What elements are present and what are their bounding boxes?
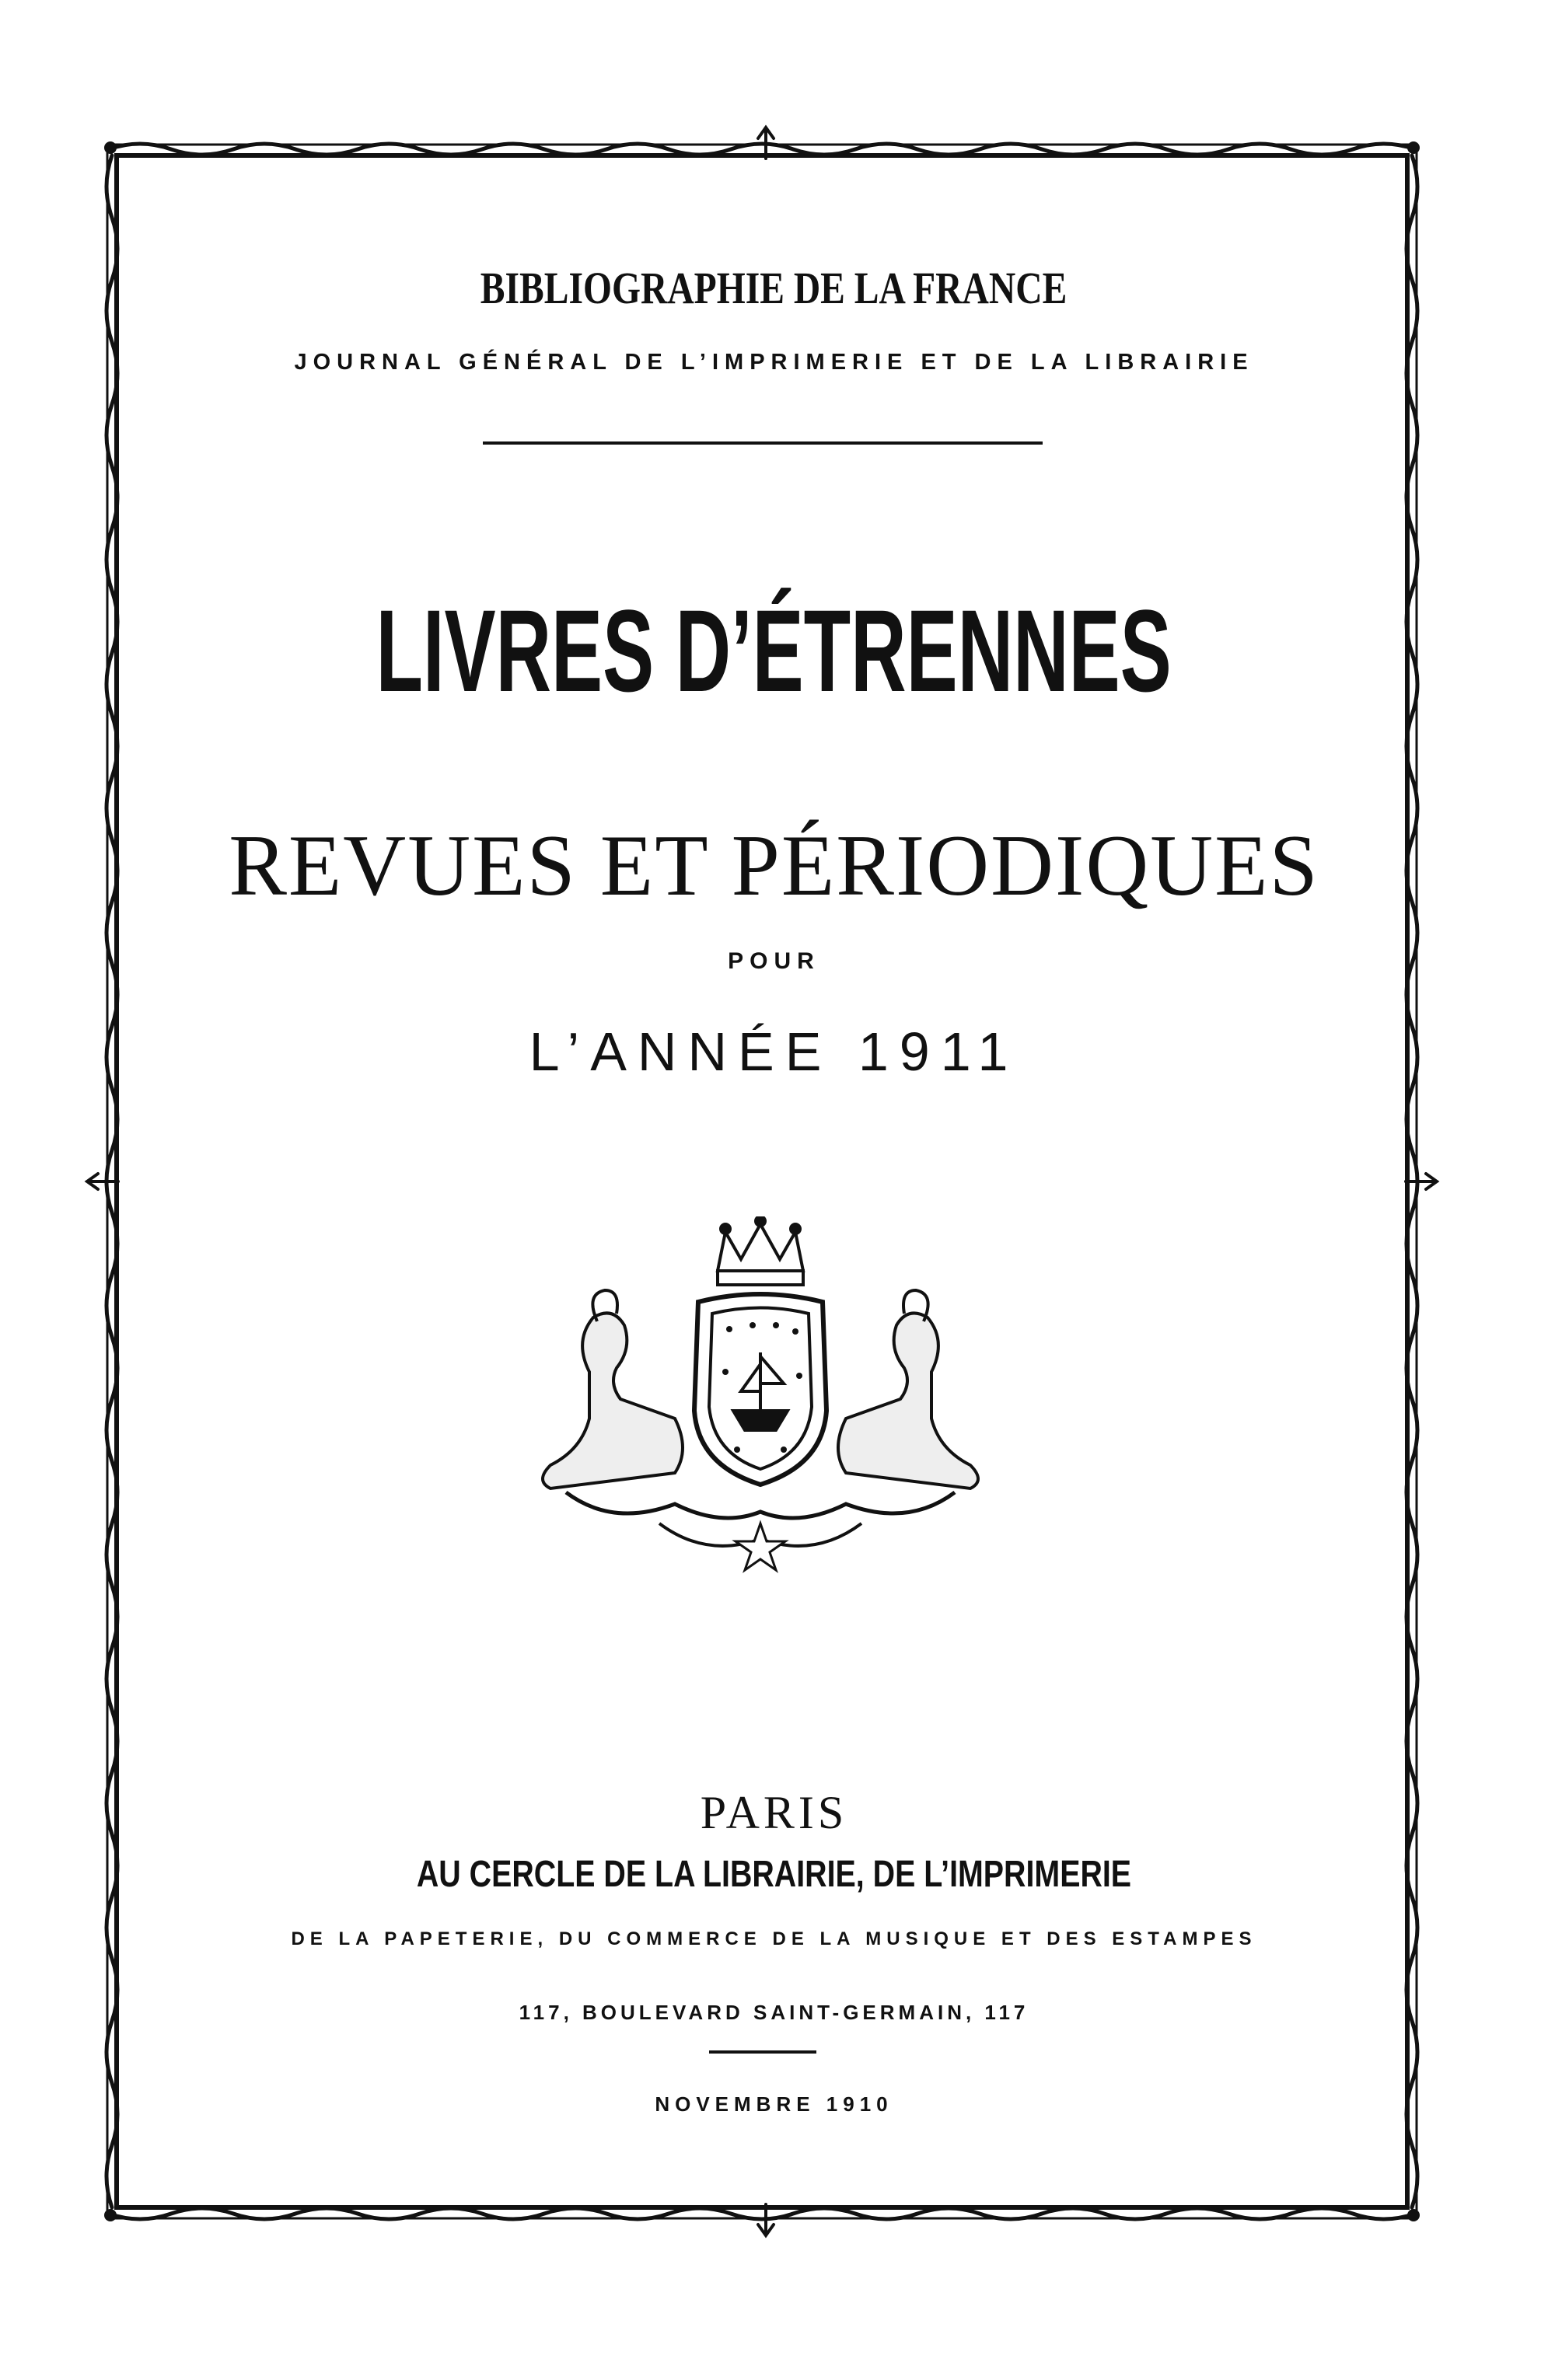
connector-word: POUR (728, 948, 820, 974)
address: 117, BOULEVARD SAINT-GERMAIN, 117 (519, 2001, 1029, 2024)
coat-of-arms-icon (519, 1216, 1001, 1590)
journal-title-text: BIBLIOGRAPHIE DE LA FRANCE (480, 263, 1068, 313)
publisher-line-1-text: AU CERCLE DE LA LIBRAIRIE, DE L’IMPRIMERIE (416, 1854, 1132, 1895)
publisher-line-2: DE LA PAPETERIE, DU COMMERCE DE LA MUSIQUE ET DES ESTAMPES (291, 1928, 1257, 1949)
main-title-text: LIVRES D’ÉTRENNES (376, 585, 1172, 716)
main-title (0, 585, 1548, 716)
year-heading: L’ANNÉE 1911 (529, 1021, 1019, 1082)
bottom-rule-divider (709, 2050, 816, 2054)
publisher-line-1 (0, 1856, 1548, 1893)
sub-title: REVUES ET PÉRIODIQUES (229, 818, 1319, 914)
city: PARIS (700, 1787, 848, 1838)
journal-title (0, 263, 1548, 313)
top-rule-divider (483, 441, 1043, 445)
publication-date: NOVEMBRE 1910 (655, 2092, 893, 2116)
journal-subtitle: JOURNAL GÉNÉRAL DE L’IMPRIMERIE ET DE LA LIBRAIRIE (294, 350, 1254, 375)
